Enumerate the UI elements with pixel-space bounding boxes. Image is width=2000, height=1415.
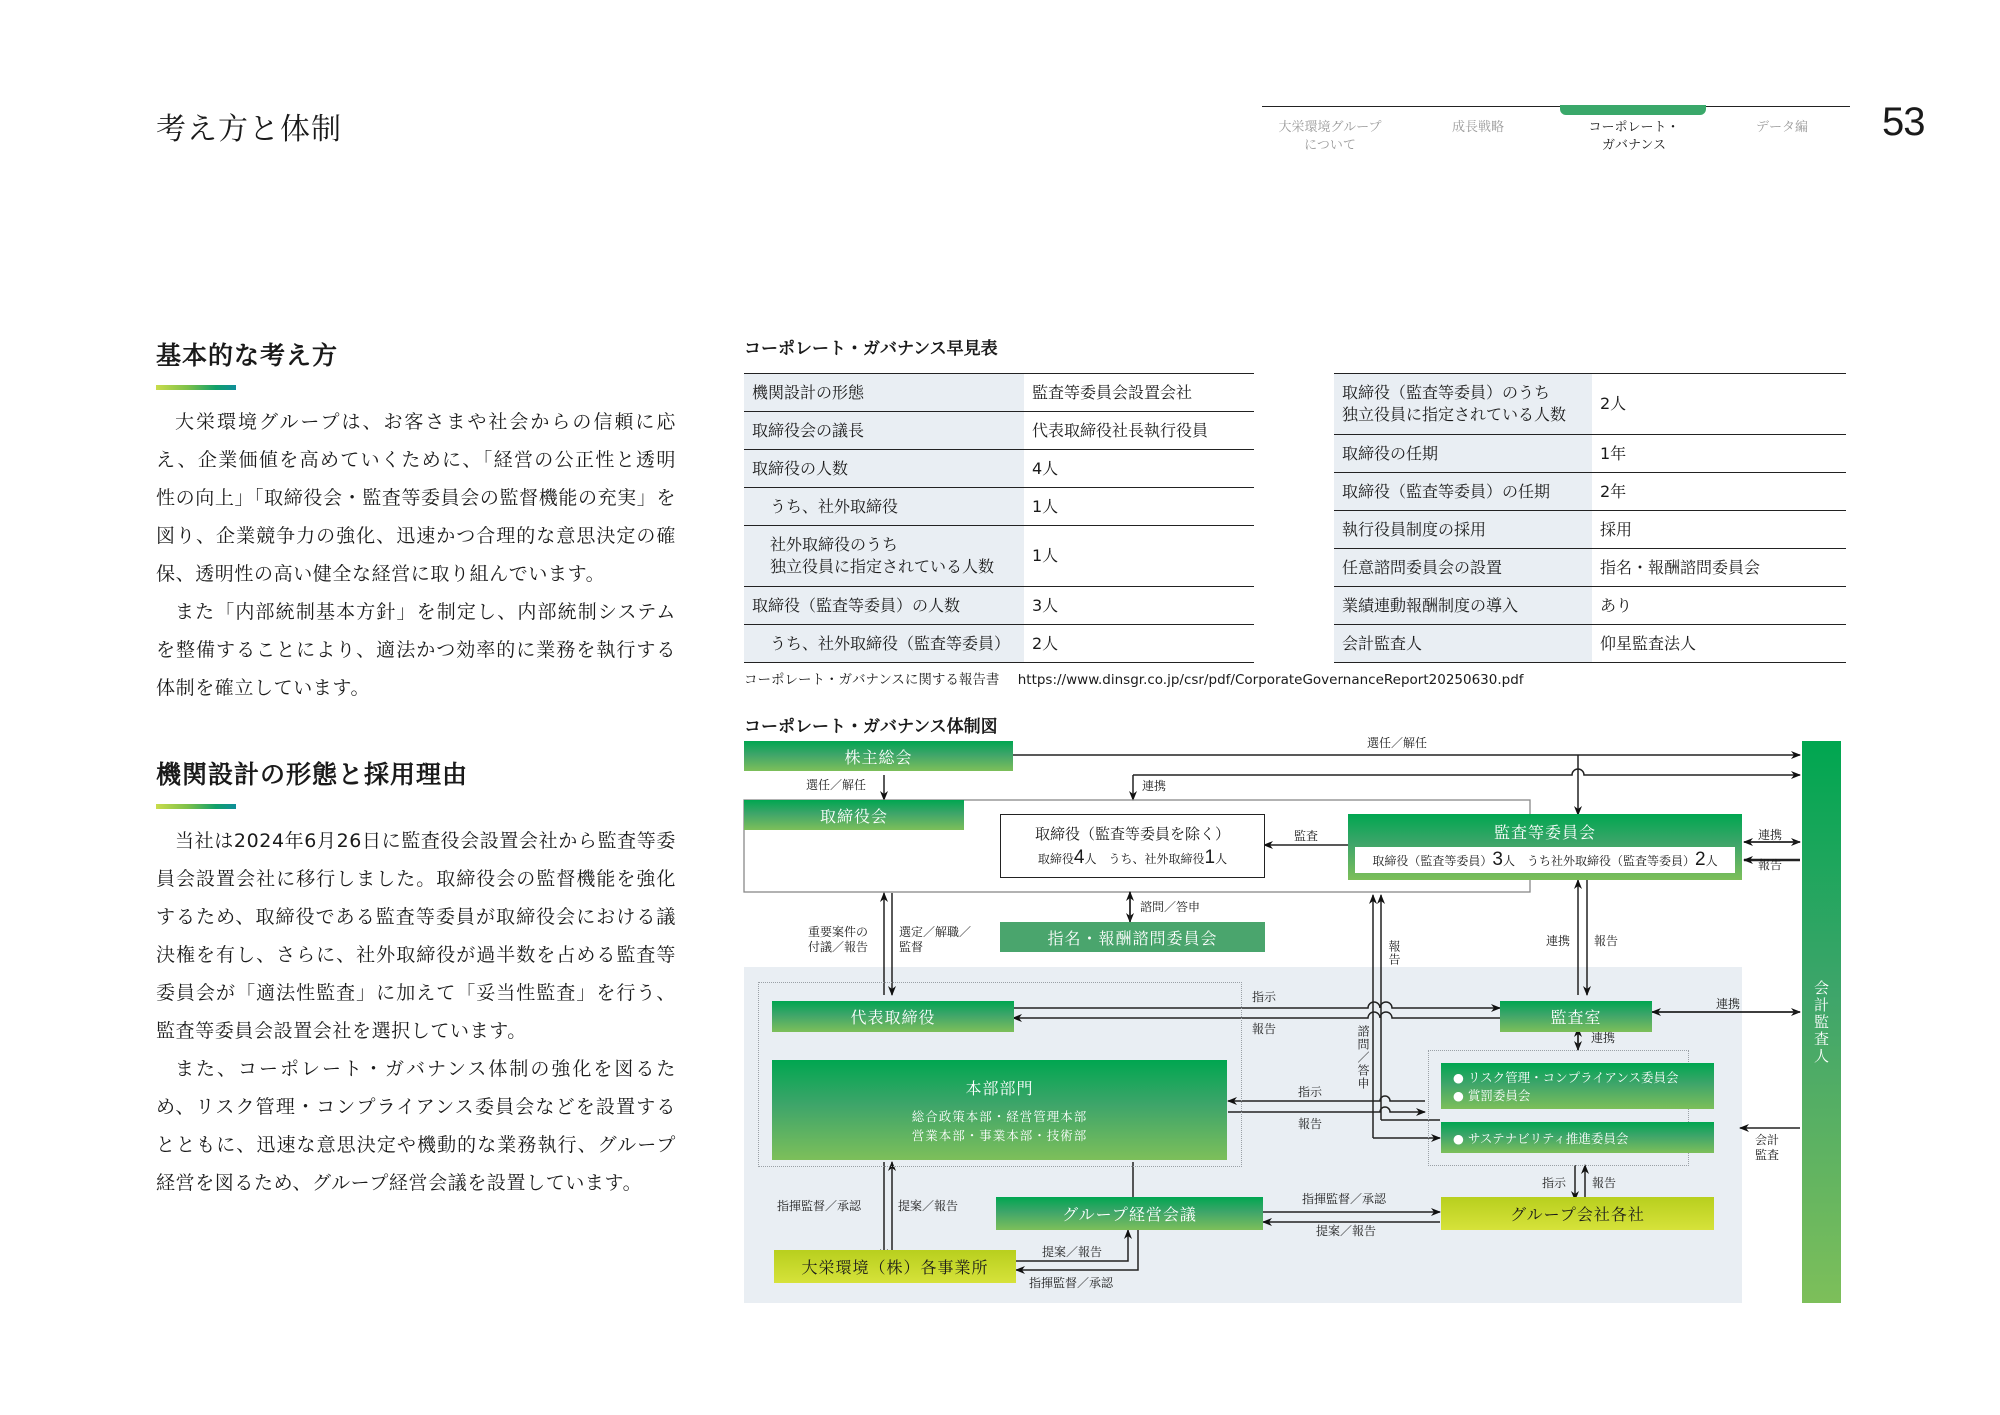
table-key-line: 独立役員に指定されている人数 bbox=[770, 557, 995, 576]
box-title: 取締役（監査等委員を除く） bbox=[1034, 825, 1230, 843]
text: 取締役 bbox=[1037, 852, 1074, 866]
box-group-companies[interactable]: グループ会社各社 bbox=[1441, 1197, 1714, 1230]
box-sustainability-committee[interactable]: ● サステナビリティ推進委員会 bbox=[1441, 1122, 1714, 1153]
committee-item: ● 賞罰委員会 bbox=[1453, 1088, 1531, 1103]
table-value: 指名・報酬諮問委員会 bbox=[1592, 549, 1846, 587]
label-audit: 監査 bbox=[1294, 829, 1319, 843]
label-cooperation: 連携 bbox=[1716, 997, 1741, 1011]
label-elect-dismiss: 選任／解任 bbox=[806, 778, 867, 792]
box-audit-office[interactable]: 監査室 bbox=[1500, 1001, 1652, 1032]
box-title: 本部部門 bbox=[965, 1078, 1034, 1098]
table-key-line: 取締役（監査等委員）のうち bbox=[1342, 383, 1551, 402]
label-propose-report: 提案／報告 bbox=[898, 1199, 959, 1213]
nav-label: コーポレート・ bbox=[1588, 120, 1680, 135]
label-report: 報告 bbox=[1592, 1176, 1617, 1190]
table-key: 機関設計の形態 bbox=[744, 374, 1024, 412]
label-consult-answer: 諮問／答申 bbox=[1140, 900, 1201, 914]
table-key: 取締役会の議長 bbox=[744, 412, 1024, 450]
label-select-dismiss-supervise bbox=[899, 925, 971, 955]
report-url-link[interactable]: https://www.dinsgr.co.jp/csr/pdf/CorporateGovernanceReport20250630.pdf bbox=[1017, 672, 1524, 688]
table-value: 代表取締役社長執行役員 bbox=[1024, 412, 1254, 450]
label-instruct: 指示 bbox=[1542, 1176, 1567, 1190]
box-detail bbox=[1355, 847, 1735, 873]
text: 人 うち、社外取締役 bbox=[1084, 852, 1205, 866]
box-detail bbox=[1038, 847, 1227, 869]
table-key: 執行役員制度の採用 bbox=[1334, 511, 1592, 549]
label-propose-report: 提案／報告 bbox=[1042, 1245, 1103, 1259]
label-elect-dismiss: 選任／解任 bbox=[1367, 736, 1428, 750]
box-audit-committee[interactable] bbox=[1348, 814, 1742, 880]
box-board-of-directors[interactable]: 取締役会 bbox=[744, 800, 964, 830]
label-report: 報告 bbox=[1298, 1117, 1323, 1131]
table-value: 1人 bbox=[1024, 526, 1254, 587]
table-value: 採用 bbox=[1592, 511, 1846, 549]
table-key-line: 社外取締役のうち bbox=[770, 535, 899, 554]
table-value: 2人 bbox=[1592, 374, 1846, 435]
box-risk-and-reward-committees[interactable] bbox=[1441, 1063, 1714, 1109]
text: 取締役（監査等委員） bbox=[1372, 853, 1493, 868]
report-label: コーポレート・ガバナンスに関する報告書 bbox=[744, 672, 1000, 688]
box-headquarters[interactable] bbox=[772, 1060, 1227, 1160]
text: 人 うち社外取締役（監査等委員） bbox=[1502, 853, 1695, 868]
text: 監査 bbox=[1755, 1148, 1780, 1162]
table-key: 取締役（監査等委員）の人数 bbox=[744, 587, 1024, 625]
diagram-title: コーポレート・ガバナンス体制図 bbox=[744, 717, 998, 737]
label-propose-report: 提案／報告 bbox=[1316, 1224, 1377, 1238]
box-detail: 総合政策本部・経営管理本部 bbox=[911, 1108, 1088, 1124]
box-ceo[interactable]: 代表取締役 bbox=[772, 1001, 1014, 1032]
label-supervise-approve: 指揮監督／承認 bbox=[1302, 1192, 1387, 1206]
page-title: 考え方と体制 bbox=[156, 112, 342, 147]
box-nomination-committee[interactable]: 指名・報酬諮問委員会 bbox=[1000, 922, 1265, 952]
table-key: 会計監査人 bbox=[1334, 625, 1592, 663]
text: 監督 bbox=[899, 940, 924, 954]
table-value: 仰星監査法人 bbox=[1592, 625, 1846, 663]
table-value: 2人 bbox=[1024, 625, 1254, 663]
label-report: 報告 bbox=[1594, 934, 1619, 948]
text: 付議／報告 bbox=[808, 940, 869, 954]
nav-label: データ編 bbox=[1755, 120, 1808, 135]
label-important-matters bbox=[808, 925, 868, 955]
box-accounting-auditor[interactable]: 会計監査人 bbox=[1802, 741, 1841, 1303]
text: 選定／解職／ bbox=[899, 925, 972, 939]
box-business-offices[interactable]: 大栄環境（株）各事業所 bbox=[774, 1250, 1016, 1283]
label-cooperation: 連携 bbox=[1142, 779, 1167, 793]
text: 重要案件の bbox=[808, 925, 869, 939]
count: 1 bbox=[1204, 847, 1216, 868]
section-heading-organization-design: 機関設計の形態と採用理由 bbox=[156, 760, 469, 789]
label-report: 報告 bbox=[1758, 858, 1783, 872]
paragraph: また、コーポレート・ガバナンス体制の強化を図るため、リスク管理・コンプライアンス委員会などを設置するとともに、迅速な意思決定や機動的な業務執行、グループ経営を図るため、グループ経営会議を設置しています。 bbox=[156, 1058, 676, 1194]
nav-label: 成長戦略 bbox=[1451, 120, 1504, 135]
box-detail: 営業本部・事業本部・技術部 bbox=[911, 1127, 1088, 1143]
page-number: 53 bbox=[1882, 100, 1925, 144]
text: 人 bbox=[1705, 853, 1718, 868]
governance-table-title: コーポレート・ガバナンス早見表 bbox=[744, 339, 998, 359]
count: 3 bbox=[1492, 849, 1503, 870]
table-key-line: 独立役員に指定されている人数 bbox=[1342, 405, 1567, 424]
label-cooperation: 連携 bbox=[1758, 828, 1783, 842]
box-title: 監査等委員会 bbox=[1493, 823, 1596, 842]
box-group-management-meeting[interactable]: グループ経営会議 bbox=[996, 1197, 1263, 1230]
committee-item: ● リスク管理・コンプライアンス委員会 bbox=[1453, 1070, 1679, 1085]
label-consult-vertical: 諮問／答申 bbox=[1356, 1025, 1370, 1090]
label-cooperation: 連携 bbox=[1591, 1031, 1616, 1045]
table-value: 1人 bbox=[1024, 488, 1254, 526]
table-key: うち、社外取締役 bbox=[744, 488, 1024, 526]
text: 会計 bbox=[1755, 1133, 1780, 1147]
paragraph: 当社は2024年6月26日に監査役会設置会社から監査等委員会設置会社に移行しました。取締役会の監督機能を強化するため、取締役である監査等委員が取締役会における議決権を有し、さらに、社外取締役が過半数を占める監査等委員会が「適法性監査」に加えて「妥当性監査」を行う、監査等委員会設置会社を選択しています。 bbox=[156, 830, 676, 1042]
table-value: 1年 bbox=[1592, 435, 1846, 473]
table-key: 業績連動報酬制度の導入 bbox=[1334, 587, 1592, 625]
box-shareholders-meeting[interactable]: 株主総会 bbox=[744, 741, 1013, 771]
table-value: 3人 bbox=[1024, 587, 1254, 625]
count: 4 bbox=[1073, 847, 1085, 868]
label-accounting-audit bbox=[1755, 1133, 1779, 1163]
table-key: 任意諮問委員会の設置 bbox=[1334, 549, 1592, 587]
table-key: 取締役の任期 bbox=[1334, 435, 1592, 473]
table-key: うち、社外取締役（監査等委員） bbox=[744, 625, 1024, 663]
nav-label: ガバナンス bbox=[1602, 138, 1666, 153]
paragraph: また「内部統制基本方針」を制定し、内部統制システムを整備することにより、適法かつ効率的に業務を執行する体制を確立しています。 bbox=[156, 601, 676, 699]
label-instruct: 指示 bbox=[1298, 1085, 1323, 1099]
text: 人 bbox=[1215, 852, 1228, 866]
nav-label: について bbox=[1304, 138, 1356, 153]
section-heading-basic-policy: 基本的な考え方 bbox=[156, 341, 339, 370]
table-key: 取締役（監査等委員）の任期 bbox=[1334, 473, 1592, 511]
table-value: 4人 bbox=[1024, 450, 1254, 488]
table-value: あり bbox=[1592, 587, 1846, 625]
nav-label: 大栄環境グループ bbox=[1278, 120, 1382, 135]
label-report: 報告 bbox=[1252, 1022, 1277, 1036]
label-cooperation: 連携 bbox=[1546, 934, 1571, 948]
label-report-vertical: 報告 bbox=[1387, 940, 1401, 966]
box-directors-excluding-audit[interactable] bbox=[1000, 814, 1265, 878]
count: 2 bbox=[1695, 849, 1706, 870]
label-instruct: 指示 bbox=[1252, 990, 1277, 1004]
paragraph: 大栄環境グループは、お客さまや社会からの信頼に応え、企業価値を高めていくために、「経営の公正性と透明性の向上」「取締役会・監査等委員会の監督機能の充実」を図り、企業競争力の強化、迅速かつ合理的な意思決定の確保、透明性の高い健全な経営に取り組んでいます。 bbox=[156, 411, 676, 585]
label-supervise-approve: 指揮監督／承認 bbox=[1029, 1276, 1114, 1290]
label-supervise-approve: 指揮監督／承認 bbox=[777, 1199, 862, 1213]
table-value: 2年 bbox=[1592, 473, 1846, 511]
table-value: 監査等委員会設置会社 bbox=[1024, 374, 1254, 412]
table-key: 取締役の人数 bbox=[744, 450, 1024, 488]
